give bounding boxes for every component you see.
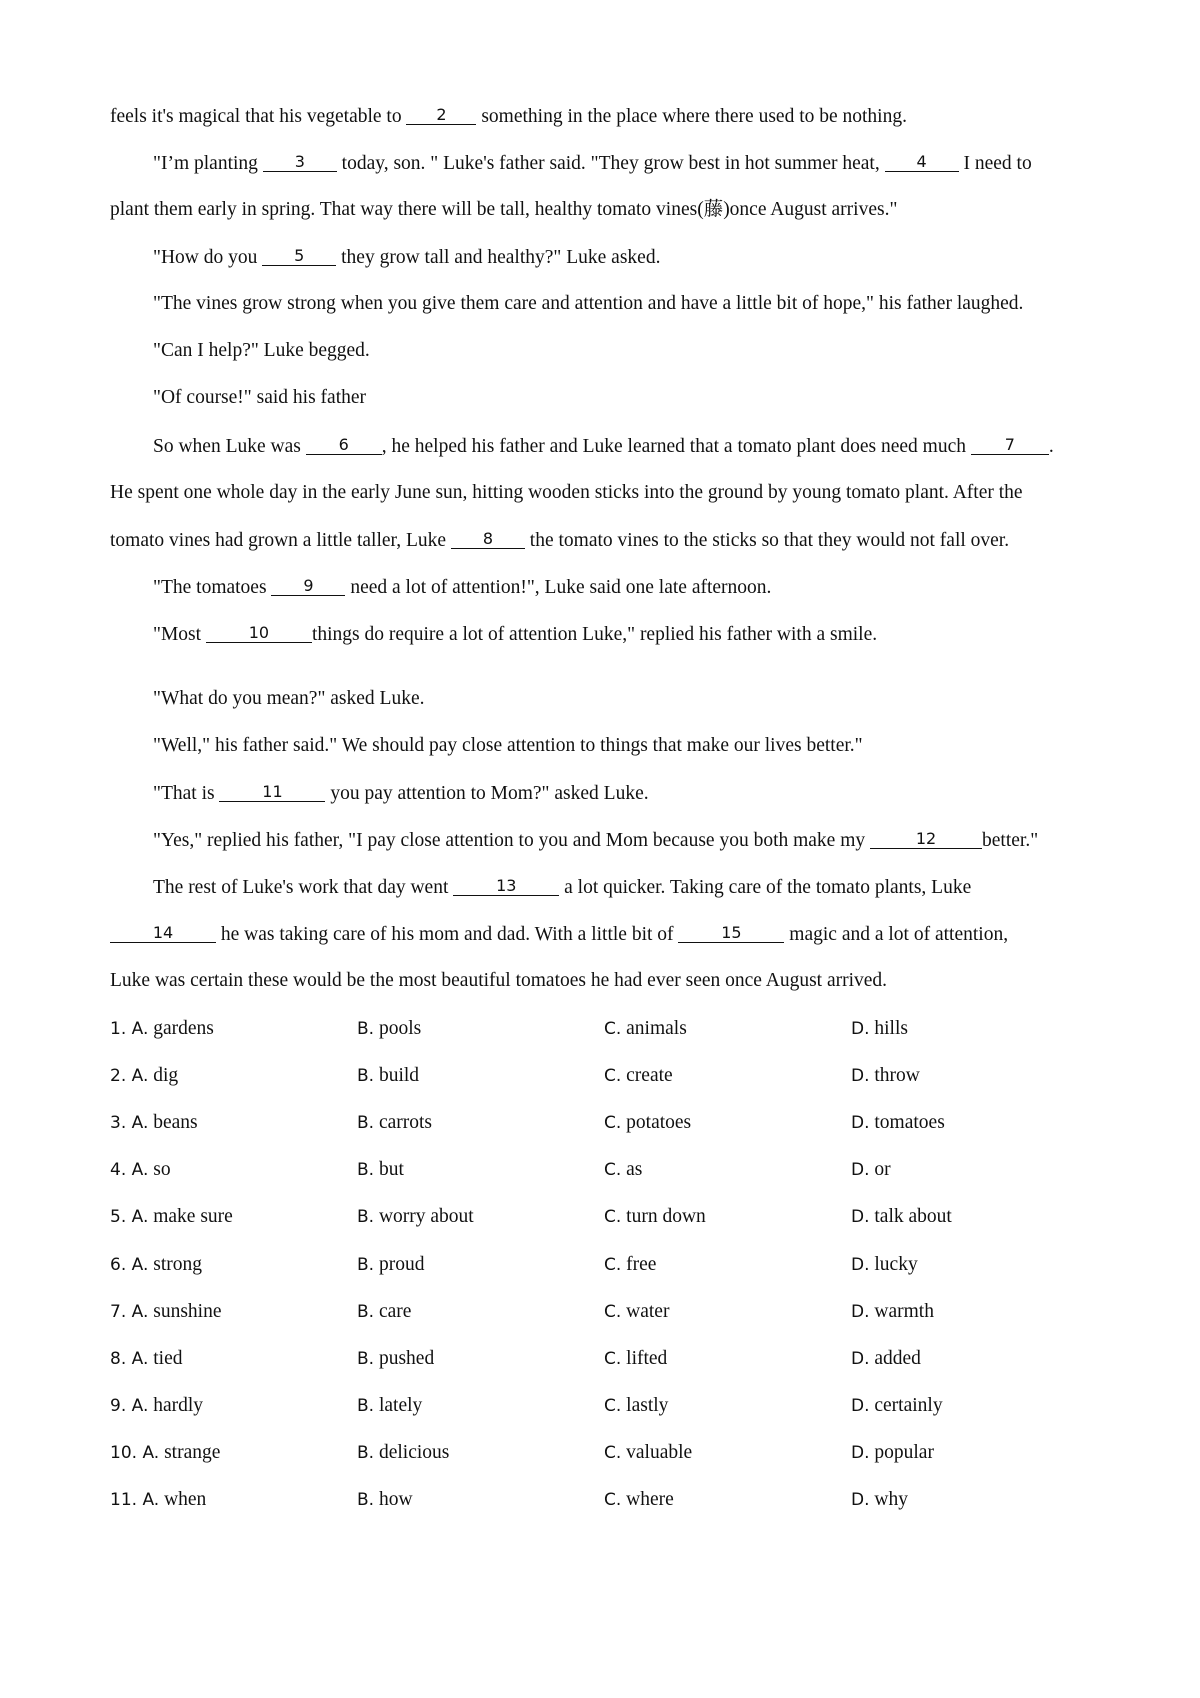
passage-text: need a lot of attention!", Luke said one late afternoon. xyxy=(345,577,772,598)
passage-text: The rest of Luke's work that day went xyxy=(153,877,454,898)
option-d xyxy=(851,1440,934,1466)
passage-line xyxy=(110,480,1100,506)
option-text: turn down xyxy=(626,1206,706,1227)
question-row xyxy=(110,1063,1100,1089)
option-label: B. xyxy=(357,1255,375,1275)
option-text: delicious xyxy=(378,1442,450,1463)
option-text: potatoes xyxy=(626,1112,692,1133)
option-label: C. xyxy=(604,1066,622,1086)
option-label: D. xyxy=(851,1490,870,1510)
option-text: strong xyxy=(153,1254,202,1275)
option-b xyxy=(357,1252,424,1278)
option-text: but xyxy=(378,1159,404,1180)
option-label: B. xyxy=(357,1302,375,1322)
option-text: warmth xyxy=(874,1301,934,1322)
answer-blank xyxy=(885,150,959,172)
option-label: 5. A. xyxy=(110,1207,149,1227)
option-text: worry about xyxy=(378,1206,474,1227)
question-row xyxy=(110,1016,1100,1042)
option-label: 8. A. xyxy=(110,1349,149,1369)
option-text: hardly xyxy=(153,1395,204,1416)
passage-line xyxy=(153,874,1100,901)
passage-text: "The vines grow strong when you give them care and attention and have a little bit of hope," his father laughed. xyxy=(153,293,1024,314)
passage-text: "How do you xyxy=(153,247,263,268)
option-b xyxy=(357,1157,404,1183)
answer-blank xyxy=(271,574,345,596)
blank-number: 13 xyxy=(496,876,517,895)
blank-number: 15 xyxy=(721,923,742,942)
option-a xyxy=(110,1204,233,1230)
option-b xyxy=(357,1063,419,1089)
answer-blank xyxy=(451,527,525,549)
option-text: why xyxy=(874,1489,908,1510)
option-d xyxy=(851,1016,908,1042)
answer-blank xyxy=(870,827,982,849)
passage-line xyxy=(110,103,1100,130)
option-label: B. xyxy=(357,1349,375,1369)
option-text: proud xyxy=(378,1254,425,1275)
option-label: 3. A. xyxy=(110,1113,149,1133)
passage-line xyxy=(153,244,1100,271)
option-d xyxy=(851,1299,934,1325)
option-label: C. xyxy=(604,1443,622,1463)
blank-number: 3 xyxy=(294,152,305,171)
option-label: D. xyxy=(851,1255,870,1275)
option-label: 10. A. xyxy=(110,1443,160,1463)
option-label: B. xyxy=(357,1160,375,1180)
option-label: B. xyxy=(357,1490,375,1510)
option-text: valuable xyxy=(626,1442,693,1463)
option-d xyxy=(851,1110,945,1136)
option-label: D. xyxy=(851,1019,870,1039)
passage-text: today, son. " Luke's father said. "They grow best in hot summer heat, xyxy=(336,153,885,174)
option-label: 6. A. xyxy=(110,1255,149,1275)
option-c xyxy=(604,1299,669,1325)
option-text: tied xyxy=(153,1348,183,1369)
passage-line xyxy=(153,385,1100,411)
option-d xyxy=(851,1487,908,1513)
blank-number: 6 xyxy=(338,435,349,454)
passage-line xyxy=(110,968,1100,994)
option-text: care xyxy=(378,1301,412,1322)
passage-line xyxy=(153,621,1100,648)
option-text: hills xyxy=(874,1018,908,1039)
option-d xyxy=(851,1204,952,1230)
option-label: C. xyxy=(604,1255,622,1275)
passage-line xyxy=(153,686,1100,712)
passage-text: a lot quicker. Taking care of the tomato plants, Luke xyxy=(559,877,972,898)
question-row xyxy=(110,1299,1100,1325)
option-a xyxy=(110,1252,202,1278)
passage-text: "Of course!" said his father xyxy=(153,387,367,408)
option-text: dig xyxy=(153,1065,179,1086)
blank-number: 11 xyxy=(262,782,283,801)
question-row xyxy=(110,1393,1100,1419)
passage-text: "Well," his father said." We should pay close attention to things that make our lives better." xyxy=(153,735,863,756)
option-text: added xyxy=(874,1348,921,1369)
answer-blank xyxy=(406,103,476,125)
question-row xyxy=(110,1252,1100,1278)
passage-line xyxy=(153,338,1100,364)
question-row xyxy=(110,1110,1100,1136)
option-b xyxy=(357,1016,421,1042)
option-d xyxy=(851,1157,891,1183)
option-label: B. xyxy=(357,1019,375,1039)
blank-number: 2 xyxy=(436,105,447,124)
option-text: gardens xyxy=(153,1018,214,1039)
option-a xyxy=(110,1016,214,1042)
option-a xyxy=(110,1063,178,1089)
option-text: strange xyxy=(164,1442,221,1463)
option-c xyxy=(604,1204,706,1230)
passage-text: things do require a lot of attention Luke," replied his father with a smile. xyxy=(311,624,878,645)
option-label: D. xyxy=(851,1349,870,1369)
option-text: where xyxy=(626,1489,674,1510)
option-text: beans xyxy=(153,1112,198,1133)
option-text: create xyxy=(626,1065,673,1086)
option-text: build xyxy=(378,1065,420,1086)
option-text: lucky xyxy=(874,1254,918,1275)
option-label: B. xyxy=(357,1443,375,1463)
answer-blank xyxy=(206,621,312,643)
passage-line xyxy=(110,527,1100,554)
question-row xyxy=(110,1440,1100,1466)
passage-line xyxy=(153,433,1100,460)
option-label: 7. A. xyxy=(110,1302,149,1322)
option-b xyxy=(357,1440,449,1466)
passage-text: . xyxy=(1048,436,1054,457)
option-c xyxy=(604,1393,668,1419)
passage-text: plant them early in spring. That way there will be tall, healthy tomato vines(藤)once August arrives." xyxy=(110,199,898,220)
passage-line xyxy=(153,827,1100,854)
passage-text: Luke was certain these would be the most beautiful tomatoes he had ever seen once August arrived. xyxy=(110,970,888,991)
passage-line xyxy=(153,291,1100,317)
option-text: or xyxy=(874,1159,891,1180)
option-text: lifted xyxy=(626,1348,668,1369)
passage-text: , he helped his father and Luke learned that a tomato plant does need much xyxy=(381,436,971,457)
option-b xyxy=(357,1346,434,1372)
passage-text: they grow tall and healthy?" Luke asked. xyxy=(336,247,661,268)
blank-number: 8 xyxy=(482,529,494,548)
blank-number: 7 xyxy=(1004,435,1015,454)
passage-text: he was taking care of his mom and dad. With a little bit of xyxy=(216,924,679,945)
blank-number: 12 xyxy=(915,829,937,848)
blank-number: 14 xyxy=(152,923,174,942)
passage-text: "The tomatoes xyxy=(153,577,272,598)
option-text: tomatoes xyxy=(874,1112,945,1133)
option-d xyxy=(851,1063,920,1089)
option-b xyxy=(357,1110,432,1136)
question-row xyxy=(110,1346,1100,1372)
passage-line xyxy=(153,150,1100,177)
option-label: B. xyxy=(357,1113,375,1133)
option-text: throw xyxy=(874,1065,920,1086)
question-row xyxy=(110,1487,1100,1513)
blank-number: 9 xyxy=(303,576,314,595)
option-text: make sure xyxy=(153,1206,233,1227)
passage-text: "What do you mean?" asked Luke. xyxy=(153,688,425,709)
option-a xyxy=(110,1110,198,1136)
option-label: D. xyxy=(851,1066,870,1086)
answer-blank xyxy=(971,433,1049,455)
answer-blank xyxy=(110,921,216,943)
option-text: so xyxy=(153,1159,171,1180)
option-a xyxy=(110,1440,220,1466)
option-label: C. xyxy=(604,1207,622,1227)
option-text: when xyxy=(164,1489,207,1510)
option-b xyxy=(357,1299,411,1325)
answer-blank xyxy=(219,780,325,802)
passage-text: something in the place where there used to be nothing. xyxy=(476,106,907,127)
option-text: how xyxy=(378,1489,413,1510)
option-text: carrots xyxy=(378,1112,433,1133)
option-c xyxy=(604,1487,674,1513)
passage-text: better." xyxy=(982,830,1039,851)
option-label: C. xyxy=(604,1019,622,1039)
option-b xyxy=(357,1393,422,1419)
option-a xyxy=(110,1487,206,1513)
passage-line xyxy=(153,780,1100,807)
option-c xyxy=(604,1016,687,1042)
option-c xyxy=(604,1157,642,1183)
passage-text: "That is xyxy=(153,783,220,804)
passage-text: "Yes," replied his father, "I pay close attention to you and Mom because you both make my xyxy=(153,830,871,851)
blank-number: 10 xyxy=(248,623,270,642)
option-d xyxy=(851,1393,943,1419)
option-label: C. xyxy=(604,1302,622,1322)
option-d xyxy=(851,1346,921,1372)
option-label: C. xyxy=(604,1160,622,1180)
option-c xyxy=(604,1440,692,1466)
option-label: C. xyxy=(604,1113,622,1133)
option-d xyxy=(851,1252,918,1278)
passage-text: "Can I help?" Luke begged. xyxy=(153,340,370,361)
option-label: D. xyxy=(851,1443,870,1463)
option-text: certainly xyxy=(874,1395,943,1416)
passage-text: the tomato vines to the sticks so that they would not fall over. xyxy=(524,530,1010,551)
passage-line xyxy=(110,921,1100,948)
passage-text: feels it's magical that his vegetable to xyxy=(110,106,407,127)
option-label: B. xyxy=(357,1066,375,1086)
option-text: popular xyxy=(874,1442,934,1463)
option-label: D. xyxy=(851,1302,870,1322)
option-label: C. xyxy=(604,1396,622,1416)
passage-line xyxy=(153,733,1100,759)
passage-text: I need to xyxy=(958,153,1032,174)
blank-number: 4 xyxy=(916,152,927,171)
passage-text: So when Luke was xyxy=(153,436,306,457)
option-c xyxy=(604,1110,691,1136)
option-c xyxy=(604,1346,667,1372)
passage-text: "I’m planting xyxy=(153,153,263,174)
option-text: sunshine xyxy=(153,1301,222,1322)
question-row xyxy=(110,1157,1100,1183)
passage-line xyxy=(110,197,1100,223)
option-c xyxy=(604,1063,673,1089)
passage-line xyxy=(153,574,1100,601)
option-label: B. xyxy=(357,1207,375,1227)
option-label: C. xyxy=(604,1490,622,1510)
option-text: lately xyxy=(378,1395,423,1416)
option-text: talk about xyxy=(874,1206,952,1227)
option-label: D. xyxy=(851,1207,870,1227)
option-b xyxy=(357,1487,413,1513)
option-c xyxy=(604,1252,656,1278)
option-label: 4. A. xyxy=(110,1160,149,1180)
option-label: D. xyxy=(851,1113,870,1133)
option-a xyxy=(110,1157,171,1183)
option-label: D. xyxy=(851,1396,870,1416)
option-label: C. xyxy=(604,1349,622,1369)
answer-blank xyxy=(262,244,336,266)
option-text: pushed xyxy=(378,1348,435,1369)
passage-text: "Most xyxy=(153,624,206,645)
answer-blank xyxy=(453,874,559,896)
option-text: pools xyxy=(378,1018,422,1039)
option-label: 9. A. xyxy=(110,1396,149,1416)
passage-text: He spent one whole day in the early June sun, hitting wooden sticks into the ground by young tomato plant. After the xyxy=(110,482,1023,503)
option-label: 1. A. xyxy=(110,1019,149,1039)
option-text: free xyxy=(626,1254,657,1275)
option-a xyxy=(110,1299,221,1325)
passage-text: tomato vines had grown a little taller, Luke xyxy=(110,530,451,551)
option-label: 11. A. xyxy=(110,1490,160,1510)
passage-text: magic and a lot of attention, xyxy=(784,924,1009,945)
option-a xyxy=(110,1393,203,1419)
answer-blank xyxy=(678,921,784,943)
passage-text: you pay attention to Mom?" asked Luke. xyxy=(325,783,649,804)
option-text: lastly xyxy=(626,1395,669,1416)
option-label: 2. A. xyxy=(110,1066,149,1086)
option-text: animals xyxy=(626,1018,687,1039)
option-text: as xyxy=(626,1159,643,1180)
option-b xyxy=(357,1204,474,1230)
option-label: B. xyxy=(357,1396,375,1416)
question-row xyxy=(110,1204,1100,1230)
answer-blank xyxy=(306,433,382,455)
answer-blank xyxy=(263,150,337,172)
blank-number: 5 xyxy=(294,246,305,265)
option-text: water xyxy=(626,1301,670,1322)
option-label: D. xyxy=(851,1160,870,1180)
option-a xyxy=(110,1346,182,1372)
